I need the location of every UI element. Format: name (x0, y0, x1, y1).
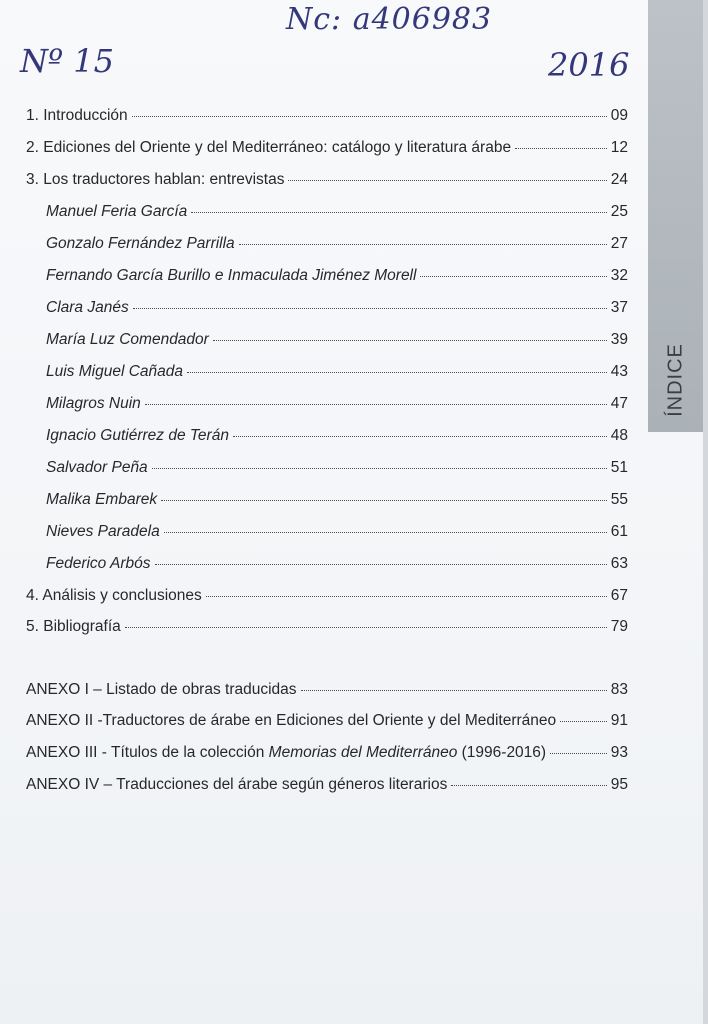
annex-entry-page: 83 (610, 681, 628, 698)
toc-subentry (46, 427, 628, 445)
toc-entry-title: Federico Arbós (46, 555, 151, 572)
toc-subentry (46, 459, 628, 477)
toc-entry-page: 24 (610, 171, 628, 188)
annex-entry-title (26, 744, 546, 762)
toc-entry-page: 51 (610, 459, 628, 476)
toc-entry-page: 63 (610, 555, 628, 572)
toc-entry (26, 587, 628, 605)
annex-entry (26, 776, 628, 794)
annex-entry (26, 681, 628, 699)
toc-subentry (46, 395, 628, 413)
toc-entry-title: 2. Ediciones del Oriente y del Mediterráneo: catálogo y literatura árabe (26, 139, 512, 156)
dot-leader (560, 721, 607, 722)
dot-leader (420, 276, 606, 277)
toc-entry (26, 139, 628, 157)
dot-leader (145, 404, 607, 405)
dot-leader (187, 372, 607, 373)
annex-entry-page: 91 (610, 712, 628, 729)
toc-entry-title: Malika Embarek (46, 491, 158, 508)
toc-entry-page: 48 (610, 427, 628, 444)
toc-entry-title: 1. Introducción (26, 107, 128, 124)
annex-entry-title: ANEXO I – Listado de obras traducidas (26, 681, 297, 698)
toc-subentry (46, 267, 628, 285)
dot-leader (233, 436, 607, 437)
toc-entry-page: 25 (610, 203, 628, 220)
toc-entry-page: 37 (610, 299, 628, 316)
handwritten-catalog-number: Nc: a406983 (286, 2, 493, 37)
dot-leader (164, 532, 607, 533)
toc-entry-page: 61 (610, 523, 628, 540)
dot-leader (515, 148, 607, 149)
annex-title-suffix: (1996-2016) (457, 744, 547, 761)
toc-entry-title: Gonzalo Fernández Parrilla (46, 235, 235, 252)
dot-leader (155, 564, 607, 565)
toc-entry-title: Manuel Feria García (46, 203, 188, 220)
toc-entry-title: Clara Janés (46, 299, 129, 316)
toc-entry-title: Milagros Nuin (46, 395, 141, 412)
dot-leader (133, 308, 607, 309)
annex-entry-title: ANEXO II -Traductores de árabe en Ediciones del Oriente y del Mediterráneo (26, 712, 557, 729)
toc-subentry (46, 203, 628, 221)
toc-entry-page: 55 (610, 491, 628, 508)
dot-leader (191, 212, 606, 213)
handwritten-year: 2016 (548, 46, 630, 84)
toc-subentry (46, 523, 628, 541)
side-tab-label: ÍNDICE (664, 343, 687, 417)
toc-entry-page: 39 (610, 331, 628, 348)
annex-title-prefix: ANEXO III - Títulos de la colección (26, 744, 269, 761)
dot-leader (161, 500, 607, 501)
toc-entry-page: 67 (610, 587, 628, 604)
toc-entry-title: 5. Bibliografía (26, 618, 121, 635)
annex-entry (26, 712, 628, 730)
annex-entry-page: 95 (610, 776, 628, 793)
dot-leader (550, 753, 607, 754)
handwritten-issue-number: Nº 15 (20, 42, 114, 80)
toc-entry-title: 4. Análisis y conclusiones (26, 587, 202, 604)
toc-entry-title: María Luz Comendador (46, 331, 209, 348)
toc-entry-page: 79 (610, 618, 628, 635)
dot-leader (152, 468, 607, 469)
dot-leader (239, 244, 607, 245)
toc-subentry (46, 235, 628, 253)
dot-leader (301, 690, 607, 691)
toc-entry-page: 32 (610, 267, 628, 284)
dot-leader (206, 596, 607, 597)
toc-entry-page: 43 (610, 363, 628, 380)
toc-subentry (46, 299, 628, 317)
toc-subentry (46, 491, 628, 509)
toc-entry (26, 107, 628, 125)
toc-entry-title: Salvador Peña (46, 459, 148, 476)
toc-entry-title: 3. Los traductores hablan: entrevistas (26, 171, 285, 188)
annex-entry-page: 93 (610, 744, 628, 761)
dot-leader (125, 627, 607, 628)
toc-entry-title: Ignacio Gutiérrez de Terán (46, 427, 229, 444)
toc-entry-page: 09 (610, 107, 628, 124)
toc-entry-page: 47 (610, 395, 628, 412)
toc-entry (26, 171, 628, 189)
toc-entry-title: Nieves Paradela (46, 523, 160, 540)
dot-leader (288, 180, 606, 181)
toc-subentry (46, 555, 628, 573)
annex-entry (26, 744, 628, 762)
collection-name: Memorias del Mediterráneo (268, 744, 458, 761)
toc-entry-title: Fernando García Burillo e Inmaculada Jiménez Morell (46, 267, 417, 284)
toc-entry (26, 618, 628, 636)
toc-entry-page: 12 (610, 139, 628, 156)
dot-leader (132, 116, 607, 117)
toc-entry-page: 27 (610, 235, 628, 252)
dot-leader (451, 785, 606, 786)
toc-subentry (46, 363, 628, 381)
dot-leader (213, 340, 607, 341)
toc-entry-title: Luis Miguel Cañada (46, 363, 184, 380)
toc-subentry (46, 331, 628, 349)
annex-entry-title: ANEXO IV – Traducciones del árabe según géneros literarios (26, 776, 448, 793)
